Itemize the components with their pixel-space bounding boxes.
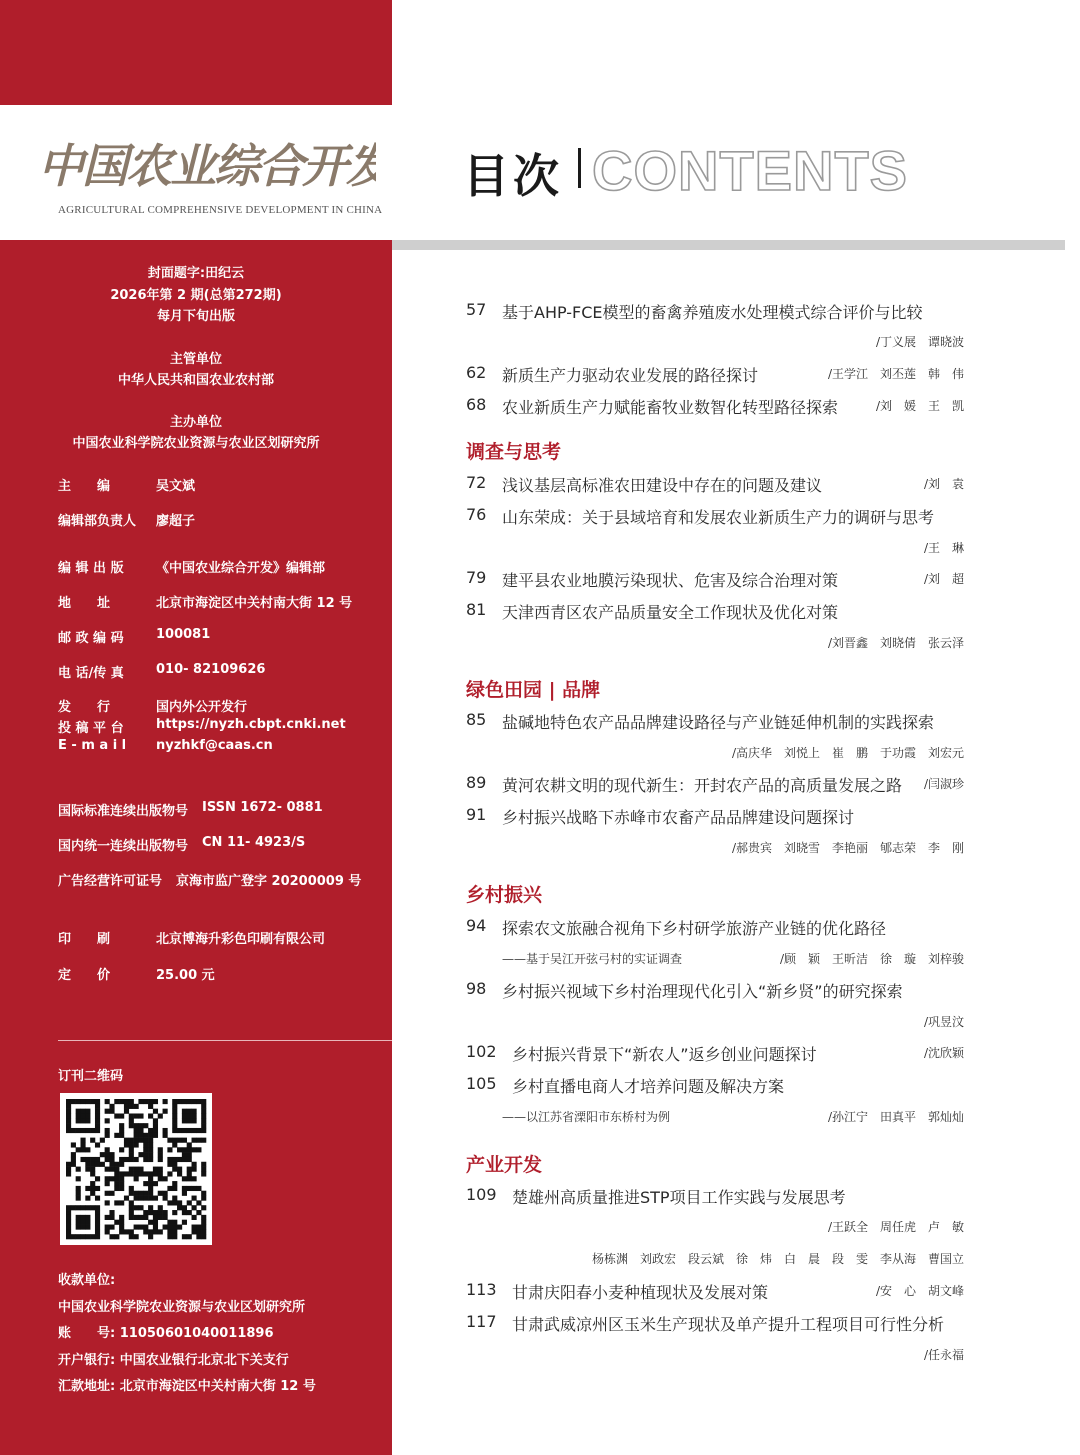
toc-subtitle: ——基于吴江开弦弓村的实证调查 xyxy=(502,952,683,966)
qr-label: 订刊二维码 xyxy=(58,1069,124,1084)
publisher-label: 编 辑 出 版 xyxy=(58,561,124,576)
toc-authors: /沈欣颖 xyxy=(923,1046,964,1060)
toc-title[interactable]: 甘肃武威凉州区玉米生产现状及单产提升工程项目可行性分析 xyxy=(512,1315,945,1334)
section-heading: 产业开发 xyxy=(466,1154,543,1176)
page-title-en: CONTENTS xyxy=(592,139,908,202)
title-divider xyxy=(578,148,581,188)
toc-authors: /孙江宁 田真平 郭灿灿 xyxy=(827,1110,964,1124)
toc-title[interactable]: 浅议基层高标准农田建设中存在的问题及建议 xyxy=(502,476,823,495)
journal-logo-calligraphy xyxy=(36,128,376,208)
toc-authors: /巩昱汶 xyxy=(923,1015,964,1029)
toc-title[interactable]: 山东荣成：关于县域培育和发展农业新质生产力的调研与思考 xyxy=(502,508,935,527)
toc-page: 85 xyxy=(466,710,487,729)
toc-authors: /刘 袁 xyxy=(923,477,964,491)
sponsor-label: 主办单位 xyxy=(169,415,222,430)
toc-title[interactable]: 乡村振兴战略下赤峰市农畜产品品牌建设问题探讨 xyxy=(502,808,855,827)
toc-page: 105 xyxy=(466,1074,497,1093)
price: 25.00 元 xyxy=(156,968,215,983)
toc-authors: /丁义展 谭晓波 xyxy=(875,335,964,349)
editor-label: 主 编 xyxy=(58,479,111,494)
header-rule xyxy=(392,240,1065,250)
phone-label: 电 话/传 真 xyxy=(58,666,124,681)
toc-title[interactable]: 建平县农业地膜污染现状、危害及综合治理对策 xyxy=(502,571,839,590)
journal-name-cn: 中国农业综合开发 xyxy=(38,139,376,193)
distribution-label: 发 行 xyxy=(58,700,111,715)
toc-title[interactable]: 黄河农耕文明的现代新生：开封农产品的高质量发展之路 xyxy=(502,776,903,795)
distribution: 国内外公开发行 xyxy=(156,700,248,715)
payee: 中国农业科学院农业资源与农业区划研究所 xyxy=(58,1300,306,1315)
platform-link: https://nyzh.cbpt.cnki.net xyxy=(156,717,346,732)
toc-page: 94 xyxy=(466,916,487,935)
toc-page: 113 xyxy=(466,1280,497,1299)
toc-subtitle: ——以江苏省溧阳市东桥村为例 xyxy=(502,1110,671,1124)
toc-authors: /刘晋鑫 刘晓倩 张云泽 xyxy=(827,636,964,650)
postcode-label: 邮 政 编 码 xyxy=(58,631,124,646)
toc-authors: /顾 颖 王昕洁 徐 璇 刘梓骏 xyxy=(779,952,964,966)
toc-page: 109 xyxy=(466,1185,497,1204)
issn-label: 国际标准连续出版物号 xyxy=(58,804,189,819)
toc-title[interactable]: 甘肃庆阳春小麦种植现状及发展对策 xyxy=(512,1283,769,1302)
email: nyzhkf@caas.cn xyxy=(156,738,273,753)
cn-label: 国内统一连续出版物号 xyxy=(58,839,189,854)
issue-number: 2026年第 2 期(总第272期) xyxy=(110,288,282,303)
editor: 吴文斌 xyxy=(156,479,196,494)
issn: ISSN 1672- 0881 xyxy=(202,800,323,815)
toc-page: 81 xyxy=(466,600,487,619)
supervisor: 中华人民共和国农业农村部 xyxy=(117,373,274,388)
sponsor: 中国农业科学院农业资源与农业区划研究所 xyxy=(72,436,320,451)
toc-authors-continued: 杨栋渊 刘政宏 段云斌 徐 炜 白 晨 段 雯 李从海 曹国立 xyxy=(591,1252,964,1266)
toc-page: 76 xyxy=(466,505,487,524)
qr-code-icon xyxy=(60,1093,212,1245)
email-label: E - m a i l xyxy=(58,738,127,753)
toc-page: 117 xyxy=(466,1312,497,1331)
toc-page: 79 xyxy=(466,568,487,587)
address: 北京市海淀区中关村南大街 12 号 xyxy=(156,596,353,611)
top-red-band xyxy=(0,0,392,105)
qr-code-graphic xyxy=(60,1093,212,1245)
dept-head: 廖超子 xyxy=(156,514,196,529)
cn-number: CN 11- 4923/S xyxy=(202,835,306,850)
toc-page: 91 xyxy=(466,805,487,824)
toc-authors: /王跃全 周任虎 卢 敏 xyxy=(827,1220,964,1234)
printer-label: 印 刷 xyxy=(58,932,111,947)
cover-inscription: 封面题字:田纪云 xyxy=(147,266,245,281)
toc-authors: /王 琳 xyxy=(923,541,964,555)
toc-title[interactable]: 天津西青区农产品质量安全工作现状及优化对策 xyxy=(502,603,839,622)
toc-authors: /高庆华 刘悦上 崔 鹏 于功霞 刘宏元 xyxy=(731,746,964,760)
toc-page: 57 xyxy=(466,300,487,319)
journal-name-en: AGRICULTURAL COMPREHENSIVE DEVELOPMENT IN CHINA xyxy=(58,204,383,216)
toc-authors: /郝贵宾 刘晓雪 李艳丽 郇志荣 李 刚 xyxy=(731,841,964,855)
colophon-divider xyxy=(58,1040,392,1041)
toc-page: 89 xyxy=(466,773,487,792)
toc-title[interactable]: 农业新质生产力赋能畜牧业数智化转型路径探索 xyxy=(502,398,839,417)
toc-page: 72 xyxy=(466,473,487,492)
phone: 010- 82109626 xyxy=(156,662,266,677)
toc-authors: /刘 媛 王 凯 xyxy=(875,399,964,413)
page-title-cn: 目次 xyxy=(463,149,563,203)
toc-title[interactable]: 新质生产力驱动农业发展的路径探讨 xyxy=(502,366,759,385)
payee-label: 收款单位: xyxy=(58,1273,116,1288)
toc-title[interactable]: 楚雄州高质量推进STP项目工作实践与发展思考 xyxy=(512,1188,846,1207)
platform-label: 投 稿 平 台 xyxy=(58,721,124,736)
remit-address: 汇款地址: 北京市海淀区中关村南大街 12 号 xyxy=(58,1379,316,1394)
toc-title[interactable]: 盐碱地特色农产品品牌建设路径与产业链延伸机制的实践探索 xyxy=(502,713,935,732)
toc-page: 102 xyxy=(466,1042,497,1061)
bank: 开户银行: 中国农业银行北京北下关支行 xyxy=(58,1353,289,1368)
postcode: 100081 xyxy=(156,627,211,642)
price-label: 定 价 xyxy=(58,968,111,983)
account: 账 号: 11050601040011896 xyxy=(58,1326,274,1341)
toc-authors: /王学江 刘丕莲 韩 伟 xyxy=(827,367,964,381)
toc-title[interactable]: 探索农文旅融合视角下乡村研学旅游产业链的优化路径 xyxy=(502,919,887,938)
toc-title[interactable]: 乡村振兴视域下乡村治理现代化引入“新乡贤”的研究探索 xyxy=(502,982,903,1001)
publication-frequency: 每月下旬出版 xyxy=(156,309,235,324)
supervisor-label: 主管单位 xyxy=(169,352,222,367)
toc-authors: /任永福 xyxy=(923,1348,964,1362)
dept-head-label: 编辑部负责人 xyxy=(58,514,137,529)
ad-license-label: 广告经营许可证号 xyxy=(58,874,163,889)
toc-authors: /刘 超 xyxy=(923,572,964,586)
printer: 北京博海升彩色印刷有限公司 xyxy=(156,932,326,947)
section-heading: 调查与思考 xyxy=(466,441,562,463)
section-heading: 绿色田园 | 品牌 xyxy=(466,679,601,701)
section-heading: 乡村振兴 xyxy=(466,884,543,906)
publisher: 《中国农业综合开发》编辑部 xyxy=(156,561,326,576)
toc-title[interactable]: 乡村直播电商人才培养问题及解决方案 xyxy=(512,1077,785,1096)
address-label: 地 址 xyxy=(58,596,111,611)
toc-title[interactable]: 乡村振兴背景下“新农人”返乡创业问题探讨 xyxy=(512,1045,817,1064)
toc-page: 62 xyxy=(466,363,487,382)
toc-title[interactable]: 基于AHP-FCE模型的畜禽养殖废水处理模式综合评价与比较 xyxy=(502,303,923,322)
toc-page: 68 xyxy=(466,395,487,414)
toc-page: 98 xyxy=(466,979,487,998)
toc-authors: /安 心 胡文峰 xyxy=(875,1284,964,1298)
ad-license: 京海市监广登字 20200009 号 xyxy=(176,874,362,889)
toc-authors: /闫淑珍 xyxy=(923,777,964,791)
journal-logo xyxy=(36,128,376,208)
